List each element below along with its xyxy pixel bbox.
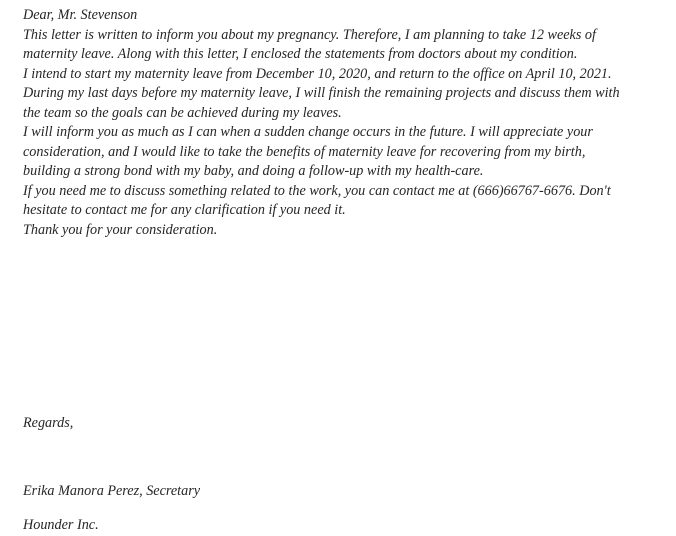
paragraph-leave-dates: I intend to start my maternity leave from December 10, 2020, and return to the office on April 10, 2021. During my last days before my maternity leave, I will finish the remaining projects and discuss them with the team so the goals can be achieved during my leaves.: [23, 65, 620, 121]
signature-line: Erika Manora Perez, Secretary: [23, 483, 201, 499]
thanks-line: Thank you for your consideration.: [23, 221, 218, 238]
salutation: Dear, Mr. Stevenson: [23, 7, 138, 23]
paragraph-contact: If you need me to discuss something related to the work, you can contact me at (666)66767-6676. Don't hesitate to contact me for any clarification if you need it.: [23, 182, 611, 218]
company-name: Hounder Inc.: [23, 517, 99, 533]
closing-line: Regards,: [23, 415, 74, 431]
paragraph-updates: I will inform you as much as I can when a sudden change occurs in the future. I will appreciate your consideration, and I would like to take the benefits of maternity leave for recovering from my birth, building a strong bond with my baby, and doing a follow-up with my health-care.: [23, 124, 593, 179]
paragraph-pregnancy-notice: This letter is written to inform you about my pregnancy. Therefore, I am planning to take 12 weeks of maternity leave. Along with this letter, I enclosed the statements from doctors about my condition.: [23, 26, 596, 62]
letter-body: [23, 6, 653, 533]
